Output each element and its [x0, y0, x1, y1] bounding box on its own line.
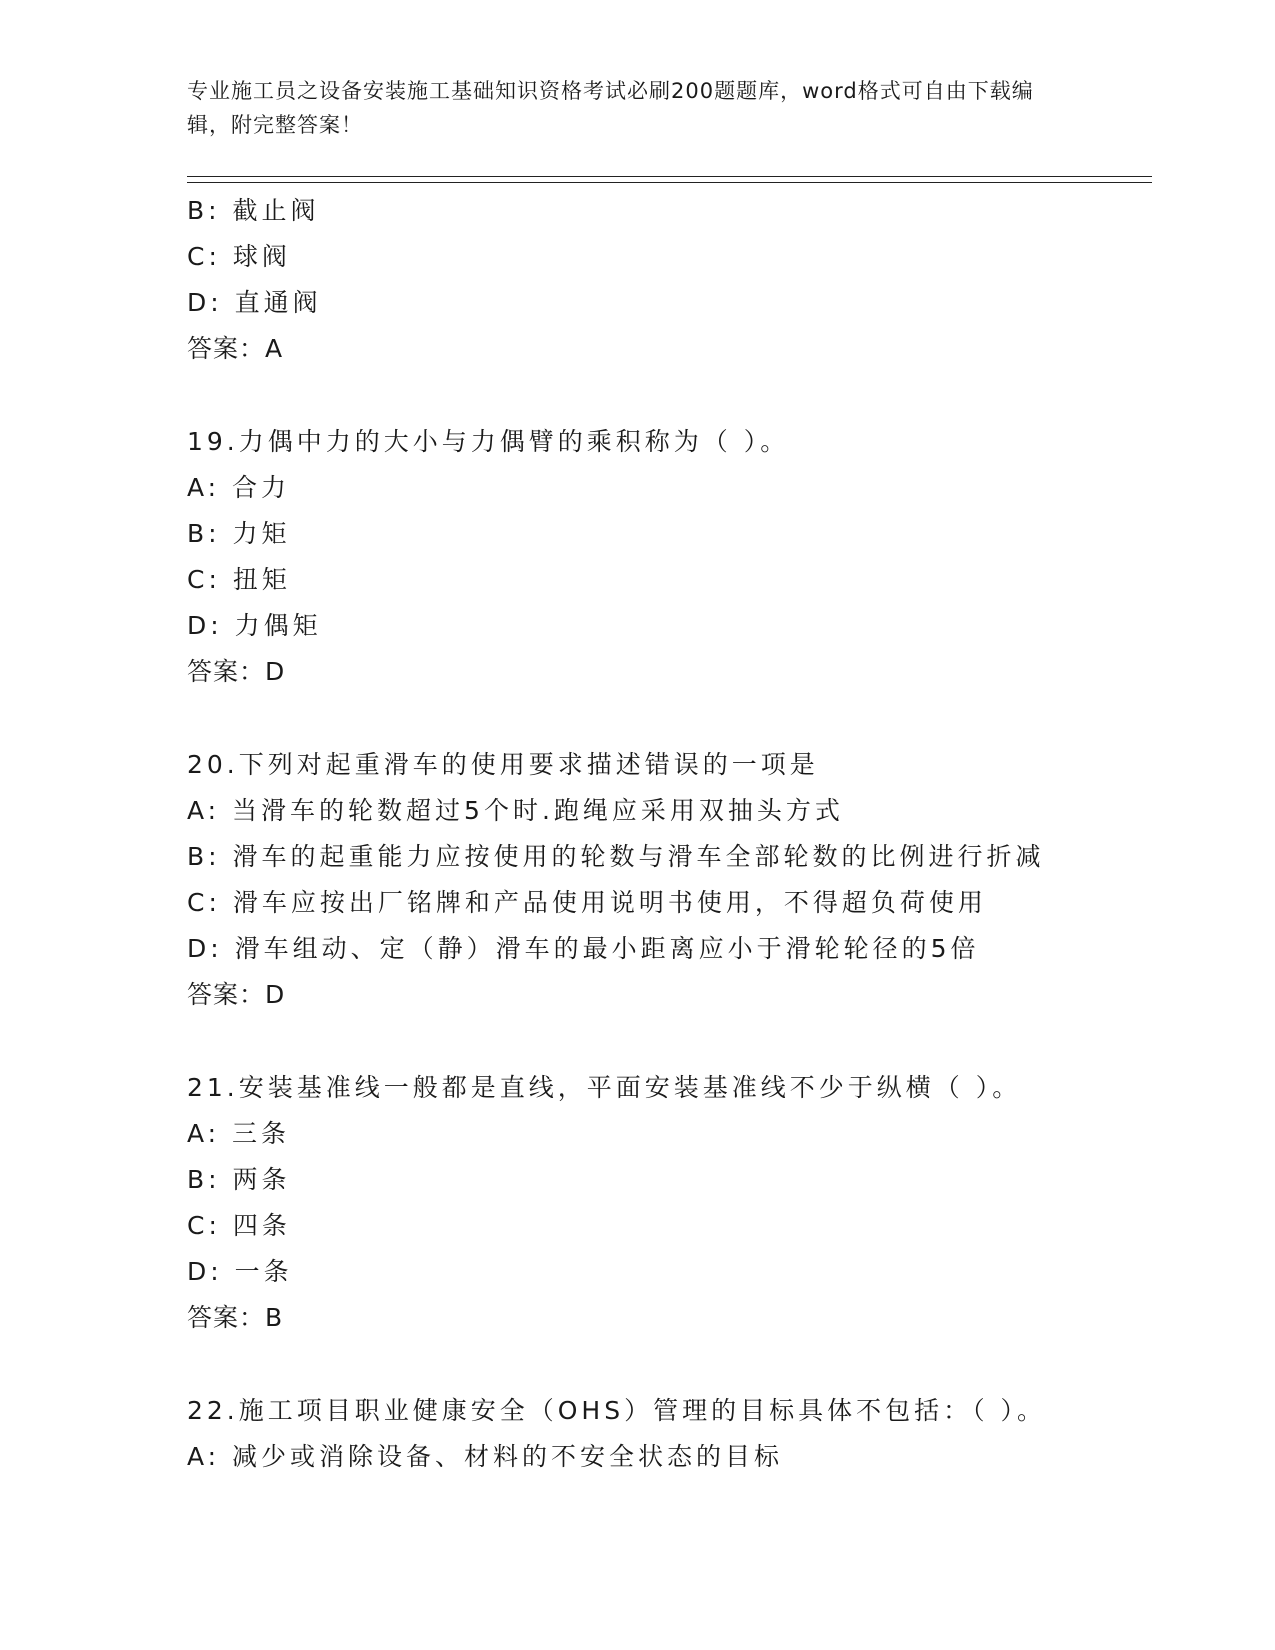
option-line: C: 四条 — [187, 1211, 291, 1240]
option-text: 当滑车的轮数超过5个时.跑绳应采用双抽头方式 — [232, 796, 844, 825]
option-text: 两条 — [232, 1165, 291, 1194]
answer-line: 答案：D — [187, 657, 286, 686]
option-key: C — [187, 1211, 209, 1240]
option-key: A — [187, 1442, 208, 1471]
answer-line: 答案：A — [187, 334, 284, 363]
option-line: B: 力矩 — [187, 519, 291, 548]
option-key: B — [187, 842, 209, 871]
document-body — [187, 188, 1147, 1480]
option-key: A — [187, 473, 208, 502]
option-text: 力偶矩 — [234, 611, 322, 640]
option-line: A: 当滑车的轮数超过5个时.跑绳应采用双抽头方式 — [187, 796, 844, 825]
option-text: 球阀 — [232, 242, 291, 271]
option-text: 一条 — [234, 1257, 293, 1286]
option-key: B — [187, 1165, 209, 1194]
option-line: D: 力偶矩 — [187, 611, 322, 640]
document-title: 专业施工员之设备安装施工基础知识资格考试必刷200题题库，word格式可自由下载编辑，附完整答案！ — [187, 79, 1034, 137]
option-line: C: 滑车应按出厂铭牌和产品使用说明书使用，不得超负荷使用 — [187, 888, 987, 917]
option-key: C — [187, 242, 209, 271]
option-line: D: 滑车组动、定（静）滑车的最小距离应小于滑轮轮径的5倍 — [187, 934, 980, 963]
option-line: B: 滑车的起重能力应按使用的轮数与滑车全部轮数的比例进行折减 — [187, 842, 1045, 871]
option-key: B — [187, 519, 209, 548]
answer-line: 答案：B — [187, 1303, 284, 1332]
option-key: A — [187, 1119, 208, 1148]
option-line: A: 减少或消除设备、材料的不安全状态的目标 — [187, 1442, 784, 1471]
option-key: A — [187, 796, 208, 825]
option-key: D — [187, 288, 211, 317]
option-text: 减少或消除设备、材料的不安全状态的目标 — [232, 1442, 784, 1471]
option-text: 滑车应按出厂铭牌和产品使用说明书使用，不得超负荷使用 — [232, 888, 987, 917]
answer-line: 答案：D — [187, 980, 286, 1009]
option-line: B: 截止阀 — [187, 196, 320, 225]
option-key: D — [187, 934, 211, 963]
option-line: B: 两条 — [187, 1165, 291, 1194]
option-text: 合力 — [232, 473, 291, 502]
question-stem: 19.力偶中力的大小与力偶臂的乘积称为（ ）。 — [187, 427, 790, 456]
question-stem: 21.安装基准线一般都是直线，平面安装基准线不少于纵横（ ）。 — [187, 1073, 1022, 1102]
header-rule-bottom — [187, 182, 1152, 183]
option-text: 直通阀 — [234, 288, 322, 317]
option-text: 滑车组动、定（静）滑车的最小距离应小于滑轮轮径的5倍 — [234, 934, 980, 963]
option-key: D — [187, 611, 211, 640]
question-stem: 22.施工项目职业健康安全（OHS）管理的目标具体不包括：（ ）。 — [187, 1396, 1047, 1425]
option-text: 三条 — [232, 1119, 291, 1148]
option-key: C — [187, 888, 209, 917]
option-line: D: 一条 — [187, 1257, 293, 1286]
option-line: D: 直通阀 — [187, 288, 322, 317]
option-key: B — [187, 196, 209, 225]
option-line: A: 合力 — [187, 473, 291, 502]
option-text: 扭矩 — [232, 565, 291, 594]
option-line: C: 球阀 — [187, 242, 291, 271]
option-text: 四条 — [232, 1211, 291, 1240]
question-stem: 20.下列对起重滑车的使用要求描述错误的一项是 — [187, 750, 819, 779]
option-text: 滑车的起重能力应按使用的轮数与滑车全部轮数的比例进行折减 — [232, 842, 1045, 871]
header-rule-top — [187, 176, 1152, 177]
option-line: C: 扭矩 — [187, 565, 291, 594]
option-text: 截止阀 — [232, 196, 320, 225]
option-line: A: 三条 — [187, 1119, 291, 1148]
option-key: C — [187, 565, 209, 594]
option-key: D — [187, 1257, 211, 1286]
option-text: 力矩 — [232, 519, 291, 548]
